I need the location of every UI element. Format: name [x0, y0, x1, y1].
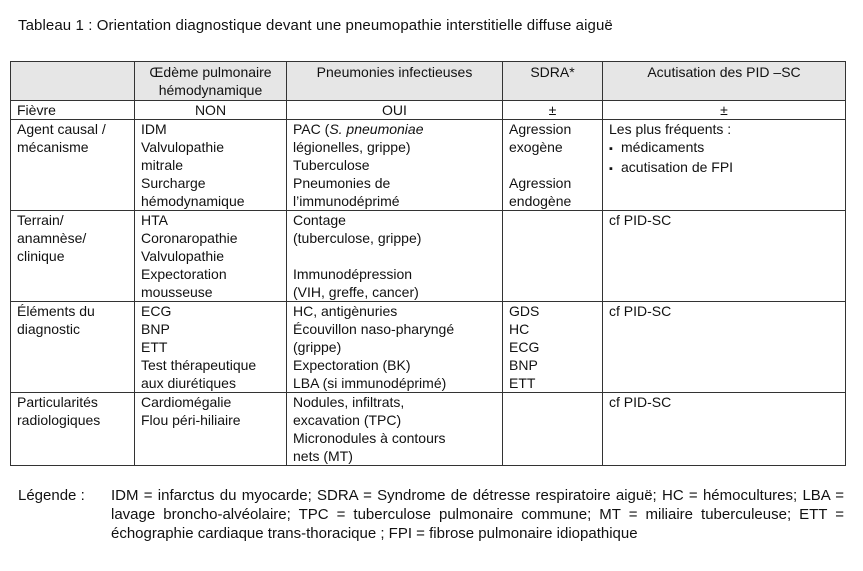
row-label-terrain: Terrain/ anamnèse/ clinique [11, 211, 135, 302]
italic-species: S. pneumoniae [329, 121, 424, 137]
row-diagnostic [11, 302, 846, 393]
legend [18, 486, 844, 543]
fievre-sdra: ± [503, 101, 603, 120]
bullet-item: ▪ médicaments [609, 138, 839, 158]
header-acutisation: Acutisation des PID –SC [603, 62, 846, 101]
terrain-pneumonies-cell: Contage (tuberculose, grippe) Immunodépression (VIH, greffe, cancer) [287, 211, 503, 302]
row-terrain [11, 211, 846, 302]
diagnostic-sdra-cell: GDS HC ECG BNP ETT [503, 302, 603, 393]
header-blank [11, 62, 135, 101]
terrain-sdra-cell [503, 211, 603, 302]
row-radiologiques [11, 393, 846, 466]
diagnostic-pneumonies-cell: HC, antigènuries Écouvillon naso-pharyngé (grippe) Expectoration (BK) LBA (si immunodéprimé) [287, 302, 503, 393]
radiologiques-oedeme-cell: Cardiomégalie Flou péri-hiliaire [135, 393, 287, 466]
diagnostic-table [10, 61, 846, 466]
header-row [11, 62, 846, 101]
agent-sdra-cell: Agression exogène Agression endogène [503, 120, 603, 211]
terrain-oedeme-cell: HTA Coronaropathie Valvulopathie Expectoration mousseuse [135, 211, 287, 302]
fievre-oedeme: NON [135, 101, 287, 120]
agent-oedeme-cell: IDM Valvulopathie mitrale Surcharge hémodynamique [135, 120, 287, 211]
row-label-fievre: Fièvre [11, 101, 135, 120]
fievre-acutisation: ± [603, 101, 846, 120]
radiologiques-acutisation-cell: cf PID-SC [603, 393, 846, 466]
legend-text: IDM = infarctus du myocarde; SDRA = Syndrome de détresse respiratoire aiguë; HC = hémocultures; LBA = lavage broncho-alvéolaire; TPC = tuberculose pulmonaire commune; MT = miliaire tuberculeuse; ETT = échographie cardiaque trans-thoracique ; FPI = fibrose pulmonaire idiopathique [111, 487, 844, 542]
agent-pneumonies-cell: PAC (S. pneumoniae légionelles, grippe) Tuberculose Pneumonies de l’immunodéprimé [287, 120, 503, 211]
row-label-agent-causal: Agent causal / mécanisme [11, 120, 135, 211]
row-label-diagnostic: Éléments du diagnostic [11, 302, 135, 393]
header-pneumonies: Pneumonies infectieuses [287, 62, 503, 101]
legend-label: Légende : [18, 487, 85, 504]
row-agent-causal [11, 120, 846, 211]
row-label-radiologiques: Particularités radiologiques [11, 393, 135, 466]
agent-acutisation-cell: Les plus fréquents : ▪ médicaments ▪ acutisation de FPI [603, 120, 846, 211]
radiologiques-pneumonies-cell: Nodules, infiltrats, excavation (TPC) Micronodules à contours nets (MT) [287, 393, 503, 466]
bullet-item: ▪ acutisation de FPI [609, 158, 839, 178]
row-fievre [11, 101, 846, 120]
header-oedeme: Œdème pulmonaire hémodynamique [135, 62, 287, 101]
diagnostic-acutisation-cell: cf PID-SC [603, 302, 846, 393]
terrain-acutisation-cell: cf PID-SC [603, 211, 846, 302]
fievre-pneumonies: OUI [287, 101, 503, 120]
document-title: Tableau 1 : Orientation diagnostique devant une pneumopathie interstitielle diffuse aiguë [18, 17, 613, 34]
radiologiques-sdra-cell [503, 393, 603, 466]
diagnostic-oedeme-cell: ECG BNP ETT Test thérapeutique aux diurétiques [135, 302, 287, 393]
header-sdra: SDRA* [503, 62, 603, 101]
